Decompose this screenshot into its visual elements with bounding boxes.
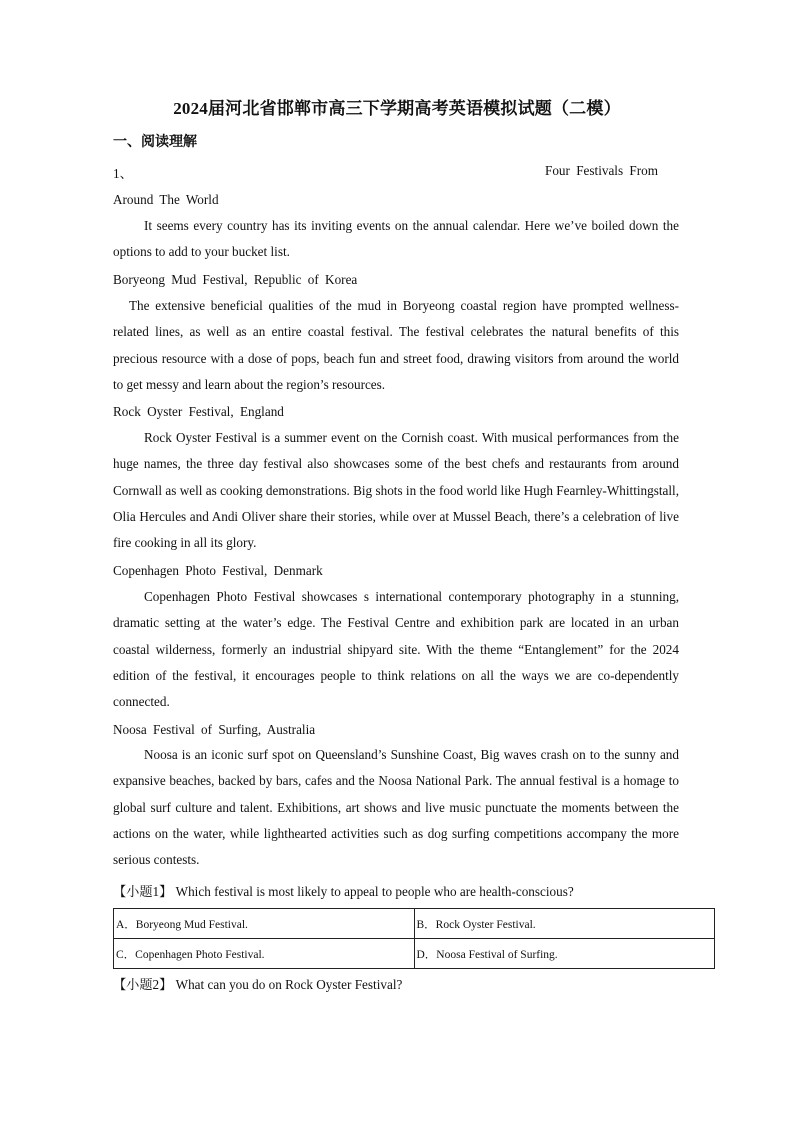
question-2 bbox=[113, 974, 402, 993]
question-text: Which festival is most likely to appeal to people who are health-conscious? bbox=[175, 884, 574, 899]
question-number: 1、 bbox=[113, 166, 133, 181]
options-table bbox=[113, 908, 715, 969]
festival-paragraph: The extensive beneficial qualities of the mud in Boryeong coastal region have prompted wellness-related lines, as well as an entire coastal festival. The festival celebrates the natural benefits of this precious resource with a dose of pops, beach fun and street food, drawing visitors from around the world to get messy and learn about the region’s resources. bbox=[113, 298, 679, 392]
option-c[interactable]: C．Copenhagen Photo Festival. bbox=[114, 939, 415, 969]
option-d[interactable]: D．Noosa Festival of Surfing. bbox=[414, 939, 715, 969]
festival-paragraph: Rock Oyster Festival is a summer event on the Cornish coast. With musical performances from the huge names, the three day festival also showcases some of the best chefs and restaurants from around Cornwall as well as cooking demonstrations. Big shots in the food world like Hugh Fearnley-Whittingstall, Olia Hercules and Andi Oliver share their stories, while over at Mussel Beach, there’s a celebration of live fire cooking in all its glory. bbox=[113, 430, 679, 551]
option-b[interactable]: B．Rock Oyster Festival. bbox=[414, 909, 715, 939]
festival-paragraph: Noosa is an iconic surf spot on Queensland’s Sunshine Coast, Big waves crash on to the sunny and expansive beaches, backed by bars, cafes and the Noosa National Park. The annual festival is a homage to global surf culture and talent. Exhibitions, art shows and live music punctuate the moments between the actions on the water, while lighthearted activities such as dog surfing competitions accompany the more serious contests. bbox=[113, 747, 679, 868]
section-heading: 一、阅读理解 bbox=[113, 135, 197, 150]
festival-paragraph: Copenhagen Photo Festival showcases s international contemporary photography in a stunning, dramatic setting at the water’s edge. The Festival Centre and exhibition park are located in an urban coastal wilderness, formerly an industrial shipyard site. With the theme “Entanglement” for the 2024 edition of the festival, it encourages people to think relations on all the ways we are co-dependently connected. bbox=[113, 589, 679, 710]
question-label: 【小题2】 bbox=[113, 977, 173, 992]
page-title: 2024届河北省邯郸市高三下学期高考英语模拟试题（二模） bbox=[173, 99, 621, 118]
option-a[interactable]: A．Boryeong Mud Festival. bbox=[114, 909, 415, 939]
question-label: 【小题1】 bbox=[113, 884, 173, 899]
festival-heading: Copenhagen Photo Festival, Denmark bbox=[113, 563, 323, 578]
festival-heading: Rock Oyster Festival, England bbox=[113, 404, 284, 419]
festival-heading: Noosa Festival of Surfing, Australia bbox=[113, 722, 316, 737]
question-1 bbox=[113, 881, 574, 900]
festival-heading: Boryeong Mud Festival, Republic of Korea bbox=[113, 272, 358, 287]
intro-paragraph: It seems every country has its inviting events on the annual calendar. Here we’ve boiled down the options to add to your bucket list. bbox=[113, 218, 679, 260]
question-text: What can you do on Rock Oyster Festival? bbox=[175, 977, 403, 992]
passage-title-continued: Around The World bbox=[113, 192, 219, 207]
passage-title: Four Festivals From bbox=[545, 163, 658, 178]
